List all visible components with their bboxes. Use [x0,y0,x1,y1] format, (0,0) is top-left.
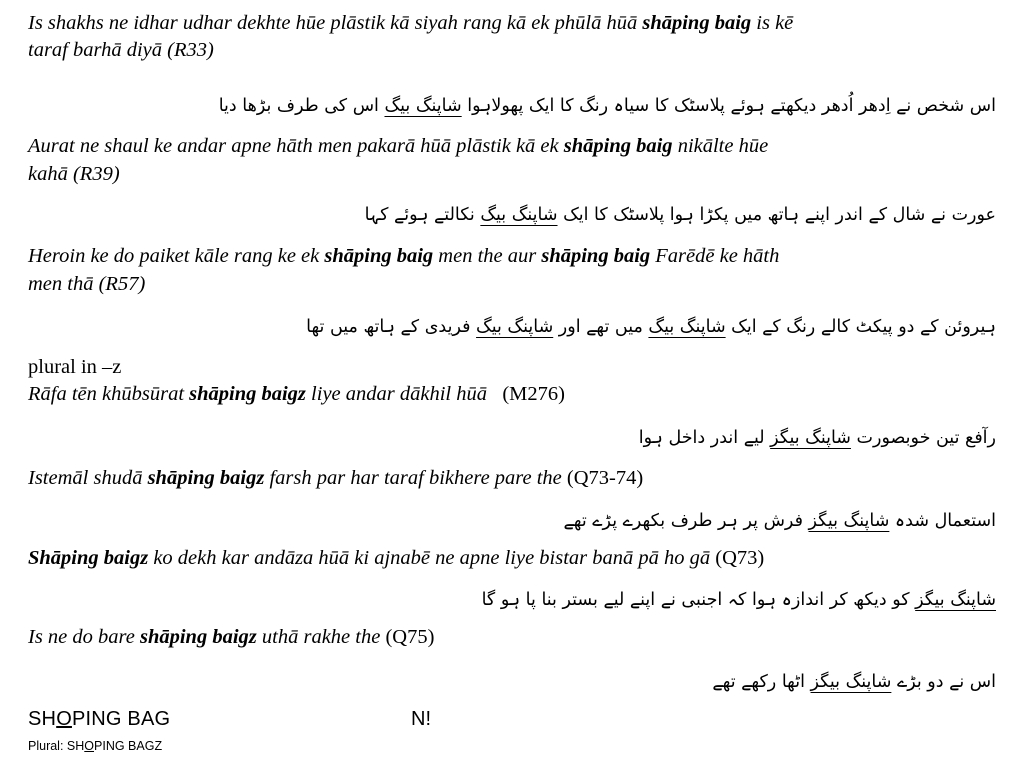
term-highlight: shāping baig [563,135,673,157]
term-highlight: shāping baigz [139,626,257,648]
urdu-segment: ہیروئن کے دو پیکٹ کالے رنگ کے ایک [725,317,996,337]
example-1-roman-line-1 [28,10,998,37]
plural-segment: PING BAGZ [94,739,163,753]
plural-example-4-urdu [26,668,996,696]
urdu-segment: اس کی طرف بڑھا دیا [218,96,385,116]
source-reference: (Q73) [710,547,765,569]
example-2-urdu-line [26,201,996,229]
plural-example-1-roman [28,381,998,408]
text-segment: liye andar dākhil hūā [305,383,487,405]
title-segment: SH [28,708,57,730]
text-segment: farsh par har taraf bikhere pare the [264,467,562,489]
urdu-segment: کو دیکھ کر اندازہ ہوا کہ اجنبی نے اپنے لیے بستر بنا پا ہو گا [481,590,916,610]
urdu-term-underlined: شاپنگ بیگز [808,511,890,531]
term-highlight: shāping baig [324,245,434,267]
urdu-term-underlined: شاپنگ بیگ [480,205,558,225]
example-1-roman-line-2 [28,37,998,64]
urdu-segment: استعمال شدہ [889,511,996,531]
urdu-term-underlined: شاپنگ بیگز [915,590,996,610]
part-of-speech-mark: N! [411,708,431,730]
text-segment: kahā (R39) [28,163,120,185]
term-highlight: shāping baigz [189,383,306,405]
title-segment: PING BAG [71,708,171,730]
urdu-segment: اٹھا رکھے تھے [712,672,811,692]
plural-example-2-urdu [26,507,996,535]
source-reference: (Q73-74) [561,467,644,489]
term-highlight: shāping baig [541,245,651,267]
urdu-segment: نکالتے ہوئے کہا [364,205,481,225]
example-3-roman-line-2 [28,271,998,298]
text-segment: taraf barhā diyā (R33) [28,39,214,61]
urdu-segment: فریدی کے ہاتھ میں تھا [306,317,477,337]
example-3-roman-line-1 [28,243,998,270]
plural-form-line [28,738,162,754]
entry-title [28,706,170,732]
example-1-urdu-line [26,92,996,120]
text-segment: is kē [751,12,794,34]
plural-label: Plural: [28,739,67,753]
text-segment: Istemāl shudā [28,467,148,489]
plural-example-2-roman [28,465,998,492]
source-reference: (M276) [486,383,565,405]
plural-segment: SH [66,739,85,753]
plural-heading: plural in –z [28,356,122,378]
text-segment: men thā (R57) [28,273,146,295]
text-segment: Is ne do bare [28,626,140,648]
source-reference: (Q75) [380,626,435,648]
urdu-term-underlined: شاپنگ بیگز [810,672,892,692]
urdu-term-underlined: شاپنگ بیگ [648,317,726,337]
urdu-segment: میں تھے اور [553,317,649,337]
example-2-roman-line-2 [28,161,998,188]
urdu-segment: رآفع تین خوبصورت [850,428,996,448]
urdu-segment: اس نے دو بڑے [891,672,996,692]
text-segment: nikālte hūe [672,135,769,157]
text-segment: ko dekh kar andāza hūā ki ajnabē ne apne liye bistar banā pā ho gā [148,547,711,569]
urdu-term-underlined: شاپنگ بیگ [476,317,554,337]
urdu-term-underlined: شاپنگ بیگ [384,96,462,116]
example-2-roman-line-1 [28,133,998,160]
urdu-term-underlined: شاپنگ بیگز [770,428,851,448]
plural-example-1-urdu [26,424,996,452]
title-stressed-letter: O [56,708,72,730]
urdu-segment: عورت نے شال کے اندر اپنے ہاتھ میں پکڑا ہوا پلاسٹک کا ایک [557,205,996,225]
plural-example-3-urdu [26,586,996,614]
text-segment: Heroin ke do paiket kāle rang ke ek [28,245,325,267]
text-segment: Aurat ne shaul ke andar apne hāth men pakarā hūā plāstik kā ek [28,135,564,157]
plural-example-3-roman [28,545,998,572]
text-segment: Farēdē ke hāth [650,245,780,267]
term-highlight: shāping baig [642,12,752,34]
urdu-segment: لیے اندر داخل ہوا [638,428,771,448]
term-highlight: Shāping baigz [28,547,149,569]
text-segment: men the aur [433,245,542,267]
urdu-segment: فرش پر ہر طرف بکھرے پڑے تھے [563,511,809,531]
text-segment: uthā rakhe the [256,626,381,648]
example-3-urdu-line [26,313,996,341]
plural-stressed-letter: O [84,739,95,753]
text-segment: Is shakhs ne idhar udhar dekhte hūe plāstik kā siyah rang kā ek phūlā hūā [28,12,643,34]
plural-example-4-roman [28,624,998,651]
term-highlight: shāping baigz [147,467,265,489]
urdu-segment: اس شخص نے اِدھر اُدھر دیکھتے ہوئے پلاسٹک کا سیاہ رنگ کا ایک پھولاہوا [461,96,996,116]
text-segment: Rāfa tēn khūbsūrat [28,383,190,405]
